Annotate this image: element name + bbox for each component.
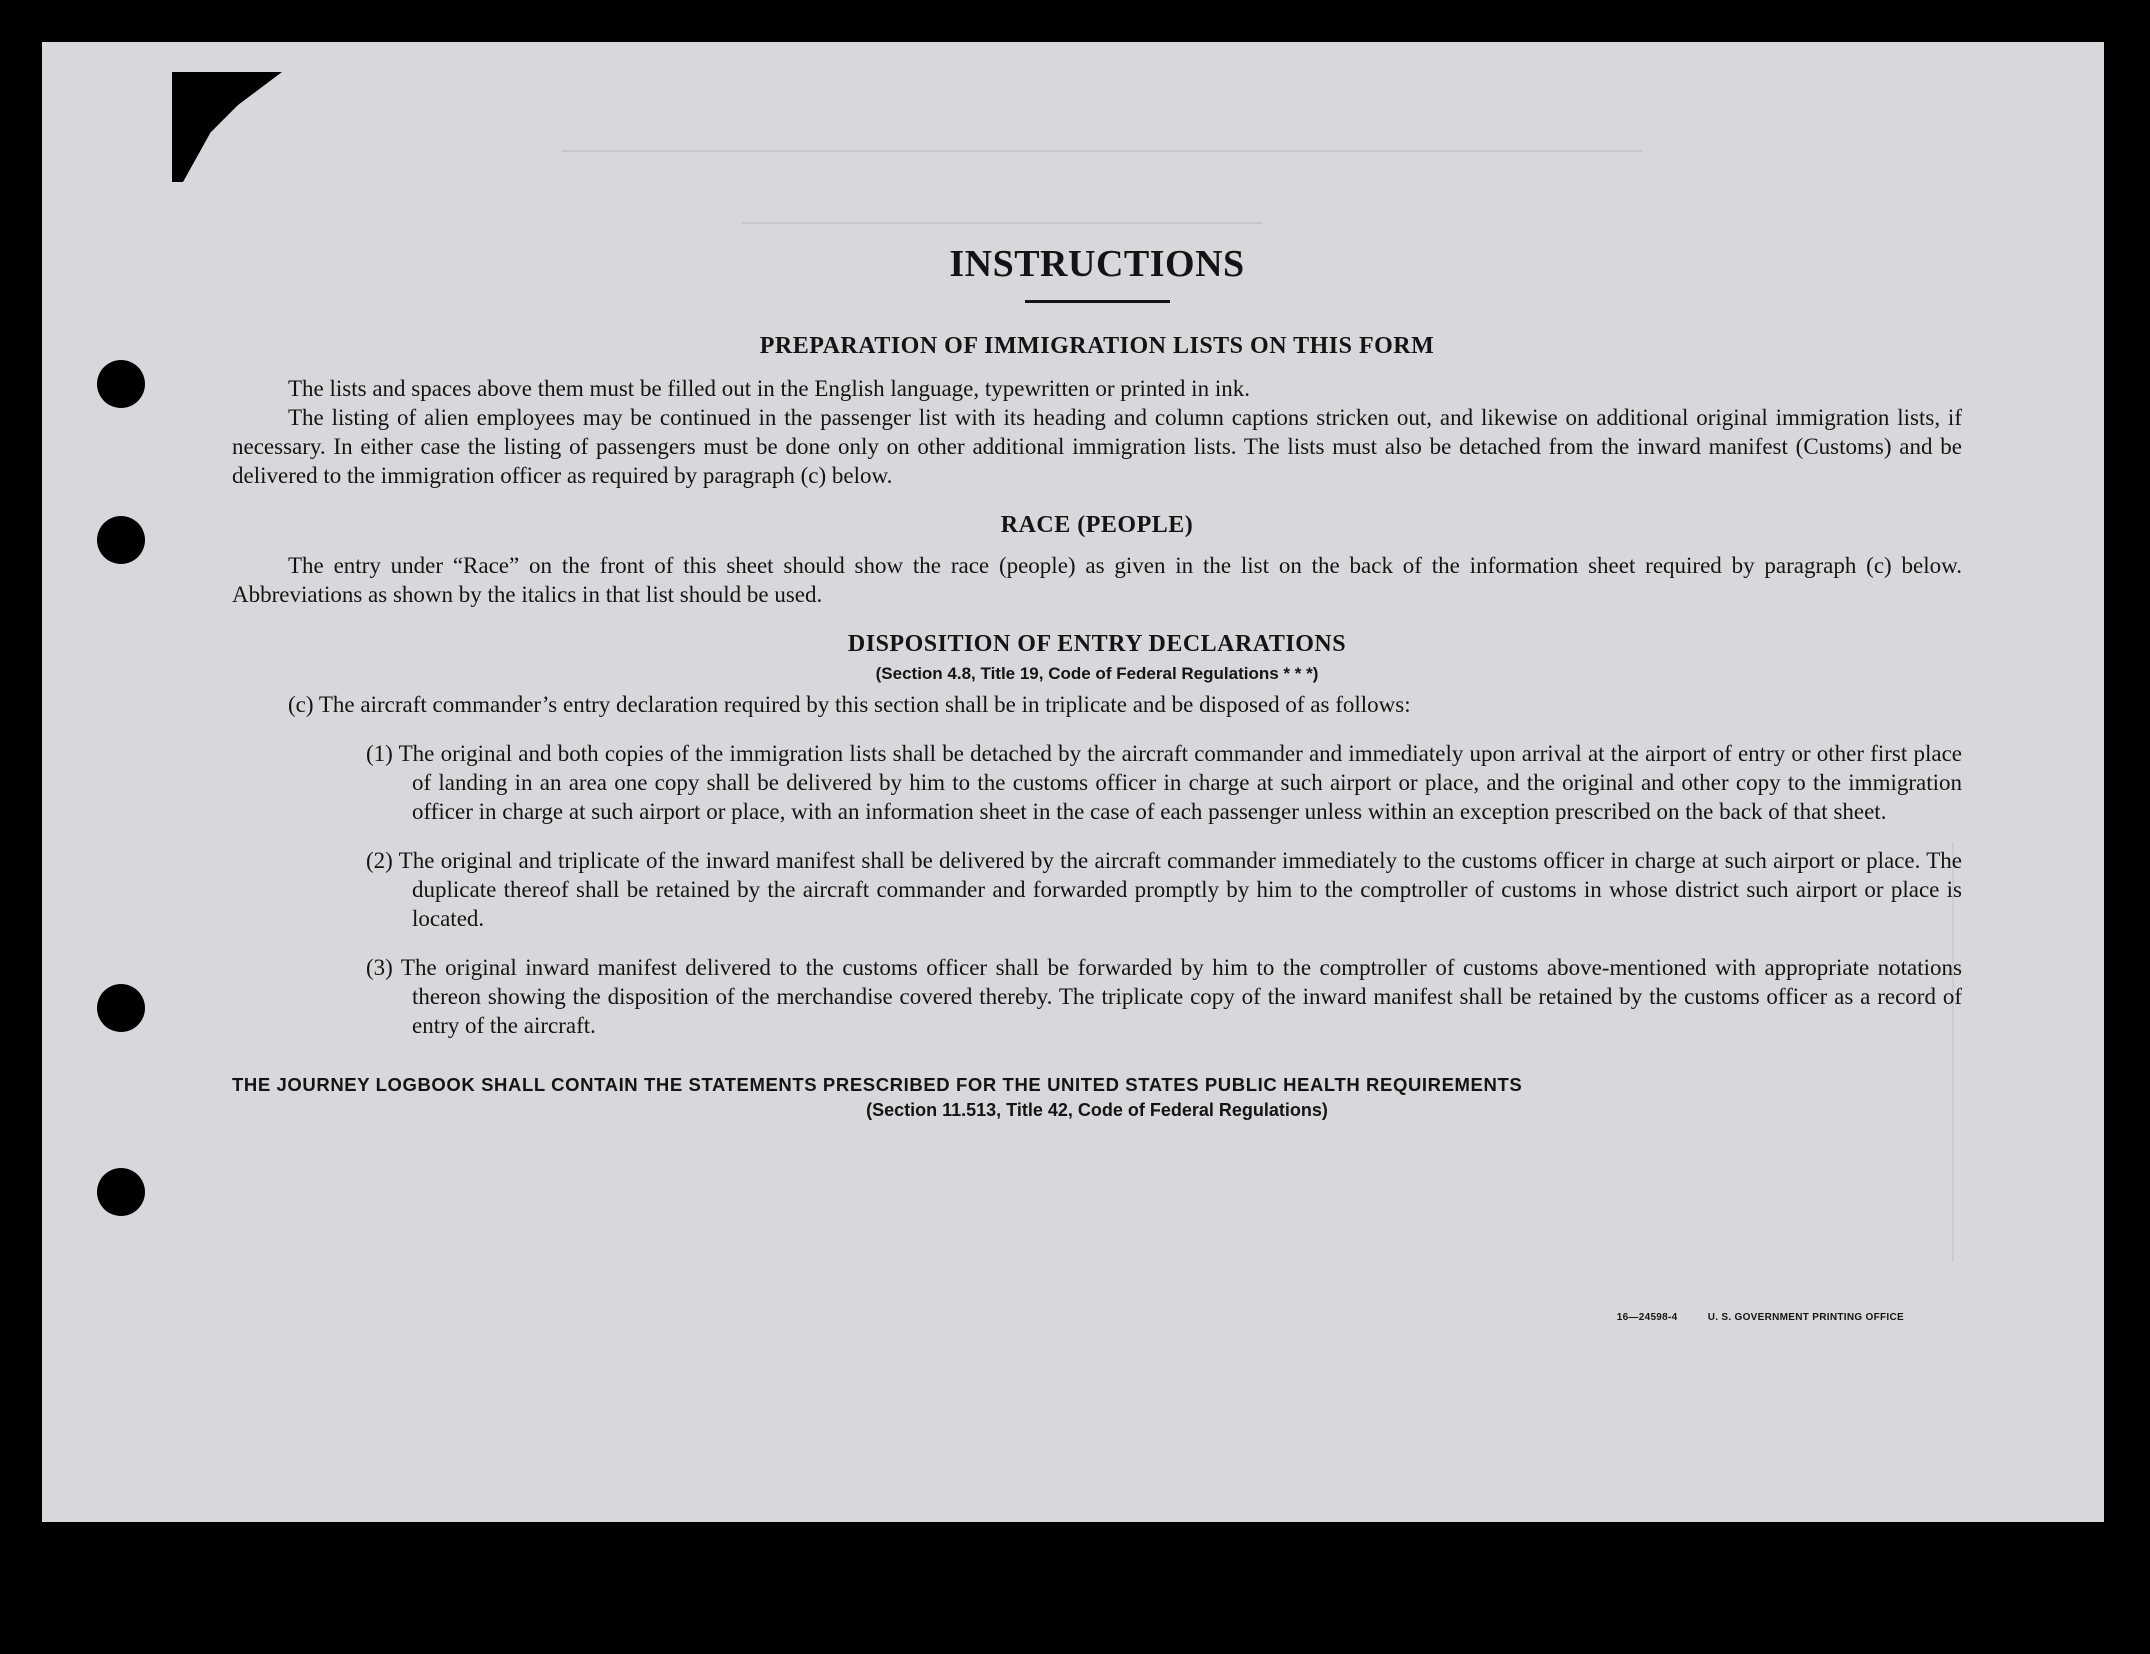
- printing-imprint: [1617, 1312, 1904, 1323]
- punch-hole: [97, 516, 145, 564]
- instructions-body: [232, 242, 1962, 1121]
- instructions-title: INSTRUCTIONS: [949, 243, 1245, 285]
- journey-logbook-statement: THE JOURNEY LOGBOOK SHALL CONTAIN THE STATEMENTS PRESCRIBED FOR THE UNITED STATES PUBLIC HEALTH REQUIREMENTS: [232, 1074, 1523, 1095]
- punch-hole: [97, 1168, 145, 1216]
- punch-hole: [97, 984, 145, 1032]
- document-page: [42, 42, 2104, 1522]
- torn-corner: [172, 72, 282, 182]
- title-underline: [1025, 300, 1170, 303]
- bleed-through-mark: [562, 110, 1642, 152]
- bleed-through-mark: [742, 192, 1262, 224]
- disposition-citation: (Section 4.8, Title 19, Code of Federal Regulations * * *): [875, 664, 1319, 683]
- form-number: 16—24598-4: [1616, 1312, 1678, 1323]
- preparation-heading: PREPARATION OF IMMIGRATION LISTS ON THIS FORM: [759, 333, 1435, 359]
- preparation-paragraph-1: The lists and spaces above them must be filled out in the English language, typewritten or printed in ink.: [288, 376, 1250, 401]
- preparation-paragraph-2: The listing of alien employees may be continued in the passenger list with its heading and column captions stricken out, and likewise on additional original immigration lists, if necessary. In either case the listing of passengers must be done only on other additional immigration lists. The lists must also be detached from the inward manifest (Customs) and be delivered to the immigration officer as required by paragraph (c) below.: [232, 405, 1962, 488]
- bleed-through-mark: [1952, 842, 2074, 1262]
- race-heading: RACE (PEOPLE): [1000, 512, 1194, 538]
- race-paragraph: The entry under “Race” on the front of this sheet should show the race (people) as given in the list on the back of the information sheet required by paragraph (c) below. Abbreviations as shown by the italics in that list should be used.: [232, 553, 1962, 607]
- journey-logbook-citation: (Section 11.513, Title 42, Code of Federal Regulations): [866, 1100, 1328, 1120]
- disposition-item-2: (2) The original and triplicate of the inward manifest shall be delivered by the aircraft commander immediately to the customs officer in charge at such airport or place. The duplicate thereof shall be retained by the aircraft commander and forwarded promptly by him to the comptroller of customs in whose district such airport or place is located.: [366, 848, 1962, 931]
- disposition-item-1: (1) The original and both copies of the immigration lists shall be detached by the aircraft commander and immediately upon arrival at the airport of entry or other first place of landing in an area one copy shall be delivered by him to the customs officer in charge at such airport or place, and the original and other copy to the immigration officer in charge at such airport or place, with an information sheet in the case of each passenger unless within an exception prescribed on the back of that sheet.: [366, 741, 1962, 824]
- punch-hole: [97, 360, 145, 408]
- disposition-lead: (c) The aircraft commander’s entry declaration required by this section shall be in triplicate and be disposed of as follows:: [288, 692, 1411, 717]
- disposition-item-3: (3) The original inward manifest delivered to the customs officer shall be forwarded by him to the comptroller of customs above-mentioned with appropriate notations thereon showing the disposition of the merchandise covered thereby. The triplicate copy of the inward manifest shall be retained by the customs officer as a record of entry of the aircraft.: [366, 955, 1962, 1038]
- disposition-heading: DISPOSITION OF ENTRY DECLARATIONS: [847, 631, 1347, 657]
- printer-name: U. S. GOVERNMENT PRINTING OFFICE: [1707, 1312, 1904, 1323]
